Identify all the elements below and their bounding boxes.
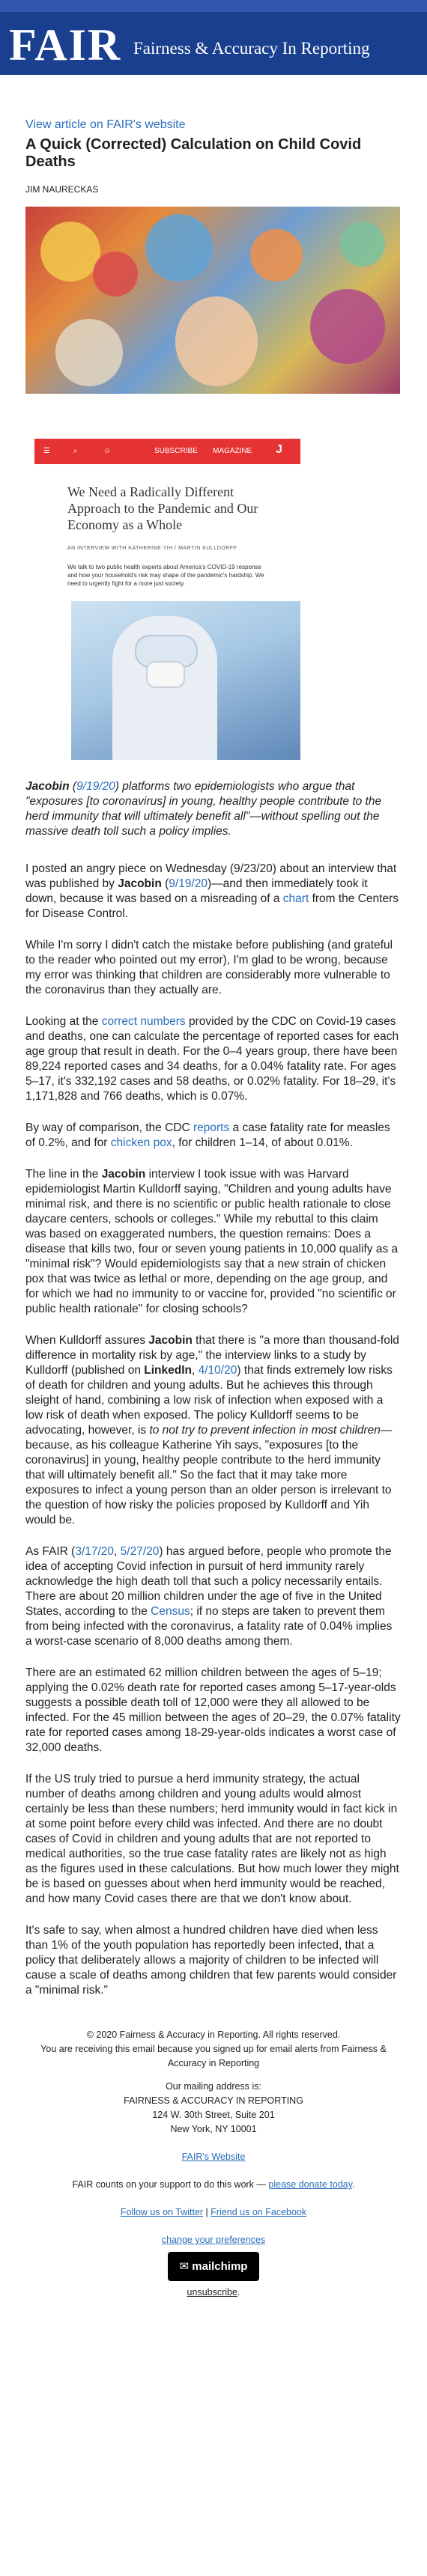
fair-date-link-1[interactable]: 3/17/20 (75, 1545, 115, 1558)
view-on-website-link[interactable]: View article on FAIR's website (25, 118, 186, 131)
mailchimp-logo[interactable]: ✉ mailchimp (168, 2252, 260, 2281)
fair-logo: FAIR (9, 20, 122, 70)
city-address: New York, NY 10001 (170, 2124, 257, 2134)
fair-banner (0, 0, 427, 75)
paragraph-1: I posted an angry piece on Wednesday (9/23/20) about an interview that was published by Jacobin (9/19/20)—and then immediately took it down, because it was based on a misreading of a chart from the Centers for Disease Control. (25, 862, 399, 920)
mailing-label: Our mailing address is: (166, 2081, 261, 2092)
jacobin-screenshot (34, 439, 300, 760)
image-caption: Jacobin (9/19/20) platforms two epidemiologists who argue that "exposures [to coronavirus] in young, healthy people contribute to the herd immunity that will ultimately benefit all"—without spelling out the massive death toll such a policy implies. (25, 780, 382, 838)
email-content (0, 75, 427, 2327)
paragraph-4: By way of comparison, the CDC reports a case fatality rate for measles of 0.2%, and for chicken pox, for children 1–14, of about 0.01%. (25, 1121, 390, 1149)
jacobin-dek: We talk to two public health experts about America's COVID-19 response and how your household's risk may shape of the pandemic's hardship. We need to urgently fight for a more just society. (67, 564, 264, 587)
user-icon: ☺ (103, 447, 112, 455)
cdc-reports-link[interactable]: reports (193, 1121, 230, 1134)
paragraph-10: It's safe to say, when almost a hundred children have died when less than 1% of the youth population has reportedly been infected, that a policy that deliberately allows a majority of children to be infected will cause a scale of deaths among children that few parents would consider a "minimal risk." (25, 1924, 397, 1997)
caption-text: platforms two epidemiologists who argue that "exposures [to coronavirus] in young, healthy people contribute to the herd immunity that will ultimately benefit all"—without spelling out the massive death toll such a policy implies. (25, 780, 382, 838)
jacobin-headline: We Need a Radically Different Approach to the Pandemic and Our Economy as a Whole (67, 484, 258, 532)
copyright: © 2020 Fairness & Accuracy in Reporting. All rights reserved. (86, 2030, 341, 2040)
preferences-link[interactable]: change your preferences (161, 2235, 266, 2245)
chicken-pox-link[interactable]: chicken pox (110, 1136, 172, 1149)
cdc-chart-link[interactable]: chart (282, 892, 309, 905)
census-link[interactable]: Census (151, 1605, 190, 1618)
fair-tagline: Fairness & Accuracy In Reporting (133, 39, 370, 58)
search-icon: ⌕ (73, 447, 78, 455)
jacobin-logo: J (276, 443, 282, 456)
nav-subscribe: SUBSCRIBE (154, 447, 198, 455)
unsubscribe-link[interactable]: unsubscribe (187, 2287, 237, 2298)
article-title: A Quick (Corrected) Calculation on Child Covid Deaths (25, 136, 362, 170)
paragraph-9: If the US truly tried to pursue a herd immunity strategy, the actual number of deaths among children and young adults would almost certainly be less than these numbers; herd immunity would in fact kick in at some point before every child was infected. And there are no doubt cases of Covid in children and young adults that are not reported to medical authorities, so the true case fatality rates are likely not as high as the figures used in these calculations. But how much lower they might be is based on guesses about when herd immunity would be reached, and how many Covid cases there are that we don't know about. (25, 1773, 399, 1905)
paragraph-2: While I'm sorry I didn't catch the mistake before publishing (and grateful to the reader who pointed out my error), I'm glad to be wrong, because my error was thinking that children are considerably more vulnerable to the coronavirus than they actually are. (25, 939, 393, 996)
hero-illustration (25, 207, 400, 394)
org-name: FAIRNESS & ACCURACY IN REPORTING (124, 2095, 303, 2106)
paragraph-6: When Kulldorff assures Jacobin that there is "a more than thousand-fold difference in mortality risk by age," the interview links to a study by Kulldorff (published on LinkedIn, 4/10/20) that finds extremely low risks of death for children and young adults. But he achieves this through sleight of hand, combining a low risk of infection when exposed with a low risk of death when exposed. The policy Kulldorff seems to be advocating, however, is to not try to prevent infection in most children—because, as his colleague Katherine Yih says, "exposures [to the coronavirus] in young, healthy people contribute to the herd immunity that will ultimately benefit all." So the fact that it may take more exposures to infect a young person than an older person is irrelevant to the question of how risky the policies proposed by Kulldorff and Yih would be. (25, 1334, 399, 1526)
article-author: JIM NAURECKAS (25, 184, 99, 195)
linkedin-date-link[interactable]: 4/10/20 (198, 1364, 237, 1377)
paragraph-8: There are an estimated 62 million children between the ages of 5–19; applying the 0.02% death rate for reported cases among 5–17-year-olds suggests a possible death toll of 12,000 were they all allowed to be infected. For the 45 million between the ages of 20–29, the 0.07% fatality rate for reported cases among 18-29-year-olds indicates a worst case of 32,000 deaths. (25, 1666, 401, 1754)
paragraph-3: Looking at the correct numbers provided by the CDC on Covid-19 cases and deaths, one can calculate the percentage of reported cases for each age group that result in death. For the 0–4 years group, there have been 89,224 reported cases and 34 deaths, for a 0.04% fatality rate. For ages 5–17, it's 332,192 cases and 58 deaths, or 0.02% fatality. For 18–29, it's 1,171,828 and 766 deaths, which is 0.07%. (25, 1015, 399, 1103)
twitter-link[interactable]: Follow us on Twitter (120, 2207, 204, 2217)
mailchimp-icon: ✉ (179, 2260, 190, 2273)
email-footer: © 2020 Fairness & Accuracy in Reporting. All rights reserved. You are receiving this email because you signed up for email alerts from Fairness & Accuracy in Reporting Our mailing address is: FAIRNESS & ACCURACY IN REPORTING 124 W. 30th Street, Suite 201 New York, NY 10001 FAIR's Website FAIR counts on your support to do this work — please donate today. Follow us on Twitter | Friend us on Facebook change your preferences ✉ mailchimp unsubscribe. (25, 2028, 402, 2327)
jacobin-article (34, 464, 300, 760)
hazmat-photo (71, 601, 300, 760)
nav-magazine: MAGAZINE (213, 447, 252, 455)
fair-date-link-2[interactable]: 5/27/20 (120, 1545, 160, 1558)
menu-icon: ☰ (43, 447, 50, 455)
facebook-link[interactable]: Friend us on Facebook (211, 2207, 307, 2217)
jacobin-nav-bar (34, 439, 300, 464)
subscription-reason: You are receiving this email because you signed up for email alerts from Fairness & Accuracy in Reporting (40, 2044, 387, 2068)
jacobin-byline: AN INTERVIEW WITH KATHERINE YIH / MARTIN KULLDORFF (67, 546, 237, 551)
fair-website-link[interactable]: FAIR's Website (181, 2152, 246, 2162)
banner-stripe (0, 0, 427, 12)
jacobin-date-link[interactable]: 9/19/20 (169, 877, 208, 890)
paragraph-5: The line in the Jacobin interview I took issue with was Harvard epidemiologist Martin Kulldorff saying, "Children and young adults have minimal risk, and there is no scientific or public health rationale to close daycare centers, schools or colleges." While my rebuttal to this claim was based on exaggerated numbers, the question remains: Does a disease that kills two, four or seven young patients in 10,000 qualify as a "minimal risk"? Would epidemiologists say that a new strain of chicken pox that was twice as lethal or more, depending on the age group, and for which we had no immunity to or vaccine for, provided "no scientific or public health rationale" for closing schools? (25, 1168, 399, 1315)
caption-publication: Jacobin (25, 780, 70, 793)
social-links: Follow us on Twitter | Friend us on Facebook (120, 2207, 307, 2217)
support-line: FAIR counts on your support to do this work — please donate today. (72, 2179, 355, 2190)
donate-link[interactable]: please donate today (268, 2179, 353, 2190)
paragraph-7: As FAIR (3/17/20, 5/27/20) has argued before, people who promote the idea of accepting Covid infection in pursuit of herd immunity rarely acknowledge the high death toll that such a policy necessarily entails. There are about 20 million children under the age of five in the United States, according to the Census; if no steps are taken to prevent them from being infected with the coronavirus, a fatality rate of 0.04% implies a worst-case scenario of 8,000 deaths among them. (25, 1545, 393, 1648)
street-address: 124 W. 30th Street, Suite 201 (152, 2110, 275, 2120)
correct-numbers-link[interactable]: correct numbers (101, 1015, 186, 1028)
caption-date-link[interactable]: 9/19/20 (76, 780, 115, 793)
